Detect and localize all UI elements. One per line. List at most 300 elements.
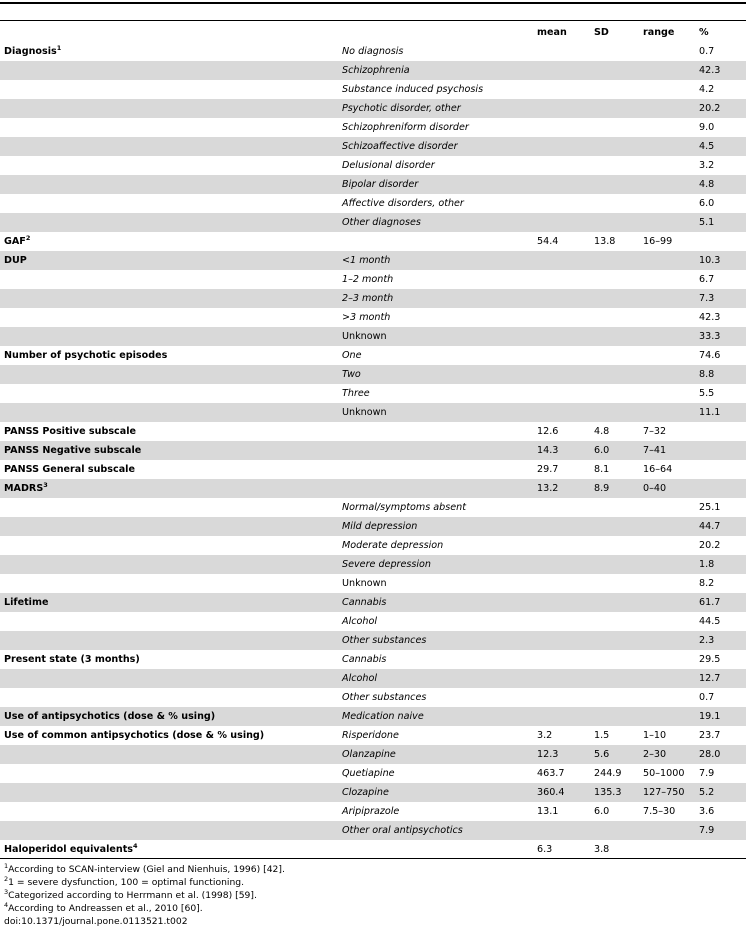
- row-sd: [590, 137, 639, 156]
- row-range: [639, 593, 695, 612]
- row-sd: 135.3: [590, 783, 639, 802]
- demographics-table: [0, 24, 746, 859]
- footnote-marker: 1: [56, 43, 62, 52]
- row-percent: 42.3: [699, 312, 721, 323]
- table-row: [0, 669, 746, 688]
- row-range: [639, 251, 695, 270]
- variable-label: Number of psychotic episodes: [4, 350, 168, 361]
- table-row: [0, 574, 746, 593]
- row-sd: 8.9: [590, 479, 639, 498]
- table-row: [0, 346, 746, 365]
- row-sd: 1.5: [594, 730, 610, 741]
- row-category: Alcohol: [338, 669, 533, 688]
- table-row: [0, 232, 746, 251]
- row-category: Three: [342, 388, 370, 399]
- row-range: [639, 61, 695, 80]
- row-category: Delusional disorder: [342, 160, 435, 171]
- row-sd: [590, 631, 639, 650]
- row-category: Olanzapine: [338, 745, 533, 764]
- row-mean: [533, 156, 590, 175]
- row-percent: 2.3: [695, 631, 746, 650]
- row-variable: [0, 327, 338, 346]
- row-category: Affective disorders, other: [342, 198, 464, 209]
- row-mean: 29.7: [537, 464, 559, 475]
- row-percent: [695, 232, 746, 251]
- row-variable: [0, 118, 338, 137]
- row-variable: [0, 156, 338, 175]
- row-category: Schizophreniform disorder: [342, 122, 469, 133]
- row-percent: 6.0: [699, 198, 715, 209]
- row-percent: [695, 479, 746, 498]
- row-category: Cannabis: [338, 593, 533, 612]
- row-sd: [590, 213, 639, 232]
- table-container: [0, 24, 746, 859]
- table-row: [0, 840, 746, 859]
- bottom-rule: [0, 858, 746, 859]
- row-percent: 61.7: [695, 593, 746, 612]
- table-row: [0, 631, 746, 650]
- row-mean: [533, 346, 590, 365]
- row-percent: 6.7: [699, 274, 715, 285]
- table-row: [0, 688, 746, 707]
- row-percent: 8.2: [699, 578, 715, 589]
- row-category: Risperidone: [342, 730, 399, 741]
- row-category: <1 month: [338, 251, 533, 270]
- table-row: [0, 422, 746, 441]
- row-sd: [590, 536, 639, 555]
- row-range: [639, 517, 695, 536]
- row-range: [639, 308, 695, 327]
- row-category: Aripiprazole: [342, 806, 400, 817]
- row-range: [639, 536, 695, 555]
- row-variable: [0, 213, 338, 232]
- footnote-marker: 2: [25, 233, 31, 242]
- row-sd: [590, 61, 639, 80]
- row-range: [639, 688, 695, 707]
- row-sd: [590, 688, 639, 707]
- row-variable: [0, 384, 338, 403]
- table-row: [0, 726, 746, 745]
- row-mean: [533, 289, 590, 308]
- row-percent: 4.2: [699, 84, 715, 95]
- row-sd: [590, 612, 639, 631]
- row-sd: [590, 574, 639, 593]
- variable-label: DUP: [4, 255, 27, 266]
- row-range: [639, 365, 695, 384]
- header-variable: [0, 24, 338, 42]
- row-range: [639, 327, 695, 346]
- row-range: [639, 270, 695, 289]
- row-variable: [0, 422, 338, 441]
- table-row: [0, 441, 746, 460]
- row-range: [639, 346, 695, 365]
- row-sd: [590, 403, 639, 422]
- row-category: Psychotic disorder, other: [338, 99, 533, 118]
- row-percent: 5.5: [699, 388, 715, 399]
- row-variable: [0, 42, 338, 61]
- top-rule: [0, 2, 746, 4]
- row-range: [639, 194, 695, 213]
- row-variable: [0, 612, 338, 631]
- row-mean: [533, 612, 590, 631]
- row-category: Clozapine: [338, 783, 533, 802]
- row-mean: [533, 327, 590, 346]
- variable-label: MADRS: [4, 483, 44, 494]
- table-row: [0, 137, 746, 156]
- row-sd: [590, 270, 639, 289]
- row-variable: [0, 460, 338, 479]
- row-category: Other oral antipsychotics: [338, 821, 533, 840]
- table-row: [0, 308, 746, 327]
- row-range: [639, 631, 695, 650]
- row-percent: 25.1: [699, 502, 721, 513]
- row-category: [338, 441, 533, 460]
- variable-label: Use of antipsychotics (dose & % using): [4, 711, 216, 722]
- row-variable: [0, 403, 338, 422]
- row-variable: [0, 821, 338, 840]
- row-category: [338, 422, 533, 441]
- footnote-number: 4: [4, 900, 9, 909]
- row-sd: [590, 707, 639, 726]
- row-mean: [533, 517, 590, 536]
- row-category: >3 month: [342, 312, 391, 323]
- row-variable: [0, 498, 338, 517]
- row-percent: 5.1: [695, 213, 746, 232]
- row-sd: [590, 99, 639, 118]
- row-range: 1–10: [643, 730, 667, 741]
- row-percent: 11.1: [695, 403, 746, 422]
- row-mean: [533, 251, 590, 270]
- row-variable: [0, 574, 338, 593]
- header-category: [338, 24, 533, 42]
- row-sd: [590, 517, 639, 536]
- row-category: Quetiapine: [342, 768, 395, 779]
- table-row: [0, 498, 746, 517]
- row-mean: [533, 175, 590, 194]
- footnote: [4, 876, 285, 889]
- row-sd: [590, 650, 639, 669]
- variable-label: PANSS Positive subscale: [4, 426, 137, 437]
- table-body: [0, 42, 746, 859]
- row-sd: [590, 194, 639, 213]
- row-sd: [590, 384, 639, 403]
- variable-label: Lifetime: [4, 597, 49, 608]
- footnote-marker: 4: [133, 841, 138, 850]
- row-mean: [533, 308, 590, 327]
- variable-label: PANSS General subscale: [4, 464, 135, 475]
- footnote: [4, 889, 285, 902]
- row-variable: [0, 441, 338, 460]
- row-sd: [590, 669, 639, 688]
- row-mean: 6.3: [537, 844, 553, 855]
- row-sd: 3.8: [594, 844, 610, 855]
- row-percent: 0.7: [699, 46, 715, 57]
- table-row: [0, 536, 746, 555]
- row-percent: 7.9: [695, 821, 746, 840]
- row-percent: 7.9: [699, 768, 715, 779]
- row-category: Severe depression: [338, 555, 533, 574]
- row-variable: [0, 669, 338, 688]
- row-range: [639, 650, 695, 669]
- row-variable: [0, 270, 338, 289]
- row-percent: 12.7: [695, 669, 746, 688]
- row-sd: 244.9: [594, 768, 622, 779]
- footnote-text: doi:10.1371/journal.pone.0113521.t002: [4, 916, 188, 927]
- row-range: [639, 80, 695, 99]
- row-sd: 6.0: [594, 806, 610, 817]
- row-category: No diagnosis: [342, 46, 404, 57]
- row-variable: [0, 137, 338, 156]
- row-mean: [533, 498, 590, 517]
- row-percent: 7.3: [695, 289, 746, 308]
- row-category: [338, 479, 533, 498]
- row-range: [639, 840, 695, 859]
- row-variable: [0, 517, 338, 536]
- table-row: [0, 764, 746, 783]
- row-category: 2–3 month: [338, 289, 533, 308]
- table-row: [0, 612, 746, 631]
- row-mean: [533, 270, 590, 289]
- row-mean: [533, 213, 590, 232]
- row-category: Schizophrenia: [338, 61, 533, 80]
- row-sd: [590, 327, 639, 346]
- row-percent: 8.8: [695, 365, 746, 384]
- row-mean: [533, 631, 590, 650]
- table-row: [0, 745, 746, 764]
- variable-label: Present state (3 months): [4, 654, 140, 665]
- row-percent: 74.6: [699, 350, 721, 361]
- row-percent: 33.3: [695, 327, 746, 346]
- table-row: [0, 213, 746, 232]
- row-range: [639, 99, 695, 118]
- row-category: [338, 840, 533, 859]
- row-percent: 23.7: [699, 730, 721, 741]
- row-percent: 0.7: [699, 692, 715, 703]
- row-category: Unknown: [338, 327, 533, 346]
- row-mean: [533, 384, 590, 403]
- row-sd: 4.8: [594, 426, 610, 437]
- table-row: [0, 593, 746, 612]
- row-variable: [0, 346, 338, 365]
- row-sd: [590, 365, 639, 384]
- row-mean: [533, 137, 590, 156]
- row-variable: [0, 365, 338, 384]
- header-percent: %: [699, 27, 709, 38]
- table-row: [0, 118, 746, 137]
- row-percent: 28.0: [695, 745, 746, 764]
- row-variable: [0, 631, 338, 650]
- footnotes: [4, 863, 285, 928]
- table-row: [0, 270, 746, 289]
- table-row: [0, 821, 746, 840]
- row-range: [639, 175, 695, 194]
- row-mean: [533, 118, 590, 137]
- row-variable: [0, 175, 338, 194]
- row-percent: 4.5: [695, 137, 746, 156]
- row-sd: [590, 593, 639, 612]
- row-percent: 3.2: [699, 160, 715, 171]
- table-row: [0, 175, 746, 194]
- row-category: Medication naive: [338, 707, 533, 726]
- table-row: [0, 156, 746, 175]
- table-header-row: [0, 24, 746, 42]
- row-range: [639, 707, 695, 726]
- row-sd: [590, 308, 639, 327]
- row-sd: [590, 175, 639, 194]
- table-row: [0, 479, 746, 498]
- row-sd: [590, 498, 639, 517]
- row-category: Normal/symptoms absent: [342, 502, 466, 513]
- row-percent: 9.0: [699, 122, 715, 133]
- row-sd: [590, 821, 639, 840]
- table-row: [0, 517, 746, 536]
- row-range: [639, 42, 695, 61]
- row-mean: 12.3: [533, 745, 590, 764]
- footnote: [4, 863, 285, 876]
- row-category: Other diagnoses: [338, 213, 533, 232]
- footnote-text: According to Andreassen et al., 2010 [60].: [8, 903, 203, 914]
- row-variable: [0, 479, 338, 498]
- row-variable: [0, 194, 338, 213]
- table-row: [0, 460, 746, 479]
- row-variable: [0, 99, 338, 118]
- row-category: Unknown: [342, 578, 387, 589]
- row-percent: 1.8: [695, 555, 746, 574]
- row-range: [639, 118, 695, 137]
- row-variable: [0, 232, 338, 251]
- table-row: [0, 289, 746, 308]
- row-category: Other substances: [342, 692, 427, 703]
- table-row: [0, 80, 746, 99]
- row-category: Moderate depression: [342, 540, 444, 551]
- row-category: Cannabis: [342, 654, 387, 665]
- variable-label: Haloperidol equivalents: [4, 844, 134, 855]
- variable-label: GAF: [4, 236, 26, 247]
- row-mean: [533, 42, 590, 61]
- row-percent: 19.1: [695, 707, 746, 726]
- row-mean: 54.4: [537, 236, 559, 247]
- table-row: [0, 555, 746, 574]
- row-range: 0–40: [639, 479, 695, 498]
- row-mean: [533, 555, 590, 574]
- row-percent: [695, 422, 746, 441]
- row-range: 7.5–30: [643, 806, 676, 817]
- doi-line: [4, 915, 285, 928]
- row-mean: [533, 669, 590, 688]
- row-range: [639, 137, 695, 156]
- row-sd: 6.0: [590, 441, 639, 460]
- row-variable: [0, 840, 338, 859]
- row-range: [639, 289, 695, 308]
- footnote-text: Categorized according to Herrmann et al. (1998) [59].: [8, 890, 257, 901]
- table-row: [0, 251, 746, 270]
- row-percent: 44.7: [695, 517, 746, 536]
- footnote-number: 3: [4, 887, 9, 896]
- row-percent: 42.3: [695, 61, 746, 80]
- footnote-number: 1: [4, 861, 9, 870]
- row-variable: [0, 726, 338, 745]
- table-row: [0, 365, 746, 384]
- row-variable: [0, 745, 338, 764]
- footnote-text: 1 = severe dysfunction, 100 = optimal functioning.: [8, 877, 245, 888]
- row-percent: 10.3: [695, 251, 746, 270]
- row-range: [639, 821, 695, 840]
- row-range: [639, 213, 695, 232]
- table-row: [0, 194, 746, 213]
- row-range: [639, 669, 695, 688]
- row-range: [639, 555, 695, 574]
- row-sd: [590, 289, 639, 308]
- row-mean: 14.3: [533, 441, 590, 460]
- row-sd: [590, 555, 639, 574]
- row-category: Unknown: [338, 403, 533, 422]
- header-rule: [0, 20, 746, 21]
- row-variable: [0, 80, 338, 99]
- header-sd: SD: [594, 27, 609, 38]
- table-row: [0, 650, 746, 669]
- row-mean: 360.4: [533, 783, 590, 802]
- row-sd: [590, 42, 639, 61]
- row-percent: [695, 460, 746, 479]
- row-percent: [695, 840, 746, 859]
- row-range: [639, 156, 695, 175]
- table-row: [0, 61, 746, 80]
- row-category: Bipolar disorder: [338, 175, 533, 194]
- row-mean: [533, 593, 590, 612]
- row-mean: [533, 403, 590, 422]
- footnote-text: According to SCAN-interview (Giel and Nienhuis, 1996) [42].: [8, 864, 285, 875]
- row-sd: [590, 80, 639, 99]
- row-mean: [533, 99, 590, 118]
- row-mean: [533, 536, 590, 555]
- row-mean: [533, 194, 590, 213]
- row-mean: [533, 821, 590, 840]
- row-variable: [0, 61, 338, 80]
- row-mean: 13.1: [537, 806, 559, 817]
- row-variable: [0, 650, 338, 669]
- row-mean: [533, 650, 590, 669]
- table-row: [0, 327, 746, 346]
- row-mean: [533, 365, 590, 384]
- row-range: 50–1000: [643, 768, 685, 779]
- row-category: [338, 460, 533, 479]
- row-mean: 3.2: [537, 730, 553, 741]
- row-variable: [0, 251, 338, 270]
- row-variable: [0, 783, 338, 802]
- row-mean: [533, 61, 590, 80]
- row-mean: 13.2: [533, 479, 590, 498]
- row-mean: [533, 688, 590, 707]
- row-sd: [590, 251, 639, 270]
- header-range: range: [643, 27, 675, 38]
- row-category: [338, 232, 533, 251]
- row-category: One: [342, 350, 362, 361]
- table-row: [0, 802, 746, 821]
- row-range: [639, 384, 695, 403]
- row-variable: [0, 593, 338, 612]
- row-category: Schizoaffective disorder: [338, 137, 533, 156]
- row-sd: [590, 118, 639, 137]
- row-percent: 5.2: [695, 783, 746, 802]
- row-mean: 463.7: [537, 768, 565, 779]
- row-category: 1–2 month: [342, 274, 394, 285]
- table-row: [0, 403, 746, 422]
- variable-label: Use of common antipsychotics (dose & % using): [4, 730, 265, 741]
- table-row: [0, 783, 746, 802]
- row-category: Mild depression: [338, 517, 533, 536]
- row-range: 2–30: [639, 745, 695, 764]
- row-variable: [0, 308, 338, 327]
